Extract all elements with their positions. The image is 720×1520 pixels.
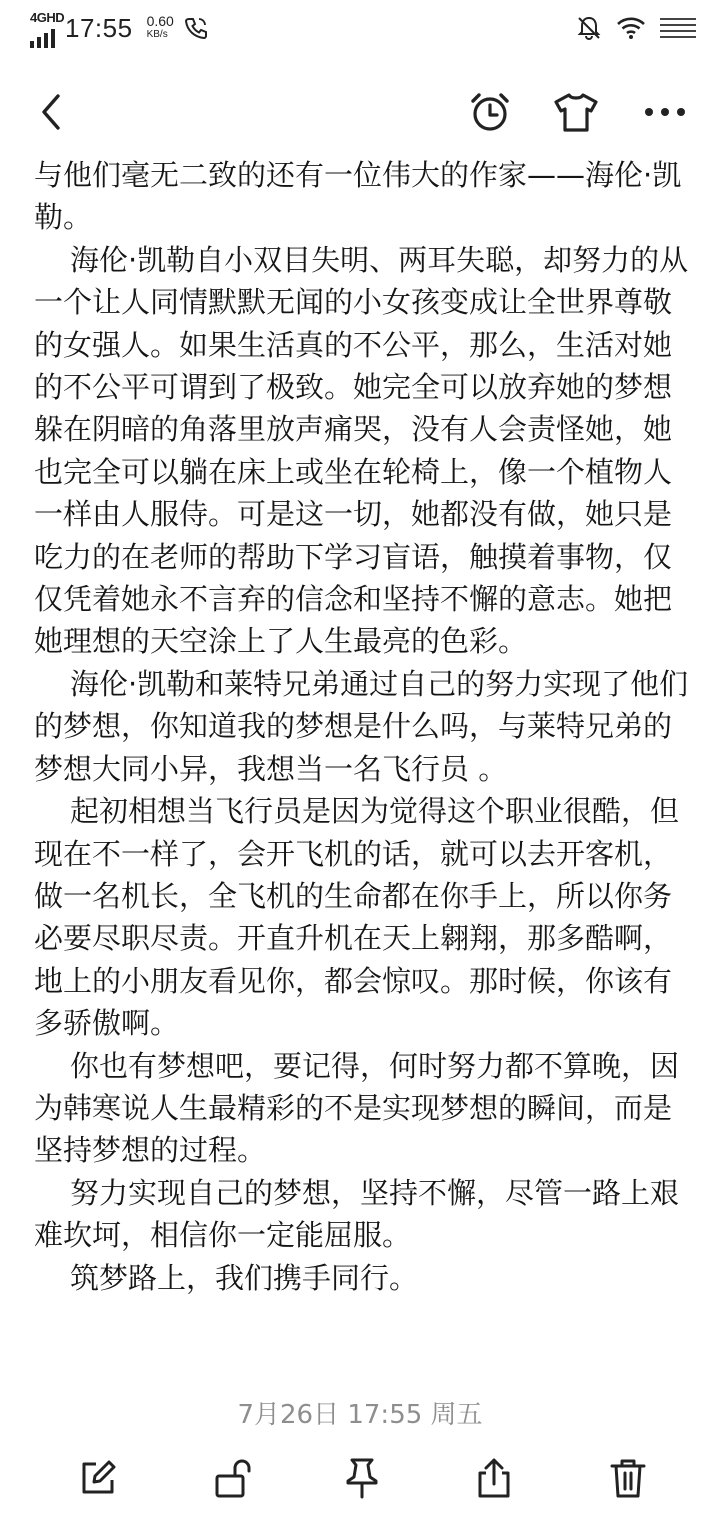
network-speed — [147, 15, 174, 41]
wifi-icon — [616, 16, 646, 40]
back-button[interactable] — [26, 76, 76, 148]
delete-button[interactable] — [598, 1450, 658, 1506]
reminder-button[interactable] — [462, 76, 518, 148]
battery-icon — [660, 18, 696, 38]
note-paragraph: 努力实现自己的梦想，坚持不懈，尽管一路上艰难坎坷，相信你一定能屈服。 — [34, 1175, 679, 1253]
speed-unit: KB/s — [146, 29, 168, 40]
alarm-clock-icon — [468, 90, 512, 134]
speed-value: 0.60 — [146, 13, 174, 29]
signal-icon — [30, 22, 55, 48]
mute-icon — [576, 15, 602, 41]
status-bar — [0, 0, 720, 56]
wifi-calling-icon — [184, 16, 208, 40]
share-button[interactable] — [464, 1450, 524, 1506]
trash-icon — [609, 1457, 647, 1499]
more-button[interactable] — [632, 76, 698, 148]
note-paragraph: 筑梦路上，我们携手同行。 — [69, 1260, 418, 1295]
edit-button[interactable] — [68, 1450, 128, 1506]
note-body[interactable] — [34, 154, 694, 1299]
tshirt-icon — [552, 90, 600, 134]
note-paragraph: 与他们毫无二致的还有一位伟大的作家——海伦·凯勒。 — [34, 158, 682, 235]
chevron-left-icon — [36, 92, 66, 132]
note-paragraph: 海伦·凯勒自小双目失明、两耳失聪，却努力的从一个让人同情默默无闻的小女孩变成让全世界尊敬的女强人。如果生活真的不公平，那么，生活对她的不公平可谓到了极致。她完全可以放弃她的梦想躲在阴暗的角落里放声痛哭，没有人会责怪她，她也完全可以躺在床上或坐在轮椅上，像一个植物人一样由人服侍。可是这一切，她都没有做，她只是吃力的在老师的帮助下学习盲语，触摸着事物，仅仅凭着她永不言弃的信念和坚持不懈的意志。她把她理想的天空涂上了人生最亮的色彩。 — [34, 242, 689, 659]
pin-icon — [344, 1457, 380, 1499]
pin-button[interactable] — [332, 1450, 392, 1506]
note-paragraph: 海伦·凯勒和莱特兄弟通过自己的努力实现了他们的梦想，你知道我的梦想是什么吗，与莱特兄弟的梦想大同小异，我想当一名飞行员 。 — [34, 666, 689, 786]
note-toolbar — [0, 76, 720, 148]
note-paragraph: 起初相想当飞行员是因为觉得这个职业很酷，但现在不一样了，会开飞机的话，就可以去开客机，做一名机长，全飞机的生命都在你手上，所以你务必要尽职尽责。开直升机在天上翱翔，那多酷啊，地上的小朋友看见你，都会惊叹。那时候，你该有多骄傲啊。 — [34, 794, 679, 1041]
lock-button[interactable] — [202, 1450, 262, 1506]
unlock-icon — [212, 1457, 252, 1499]
more-horizontal-icon — [643, 106, 687, 118]
network-type: 4GHD — [30, 10, 65, 25]
status-time: 17:55 — [65, 12, 133, 43]
bottom-action-bar — [0, 1444, 720, 1512]
note-timestamp: 7月26日 17:55 周五 — [237, 1400, 483, 1430]
theme-button[interactable] — [548, 76, 604, 148]
share-icon — [476, 1457, 512, 1499]
note-paragraph: 你也有梦想吧，要记得，何时努力都不算晚，因为韩寒说人生最精彩的不是实现梦想的瞬间，而是坚持梦想的过程。 — [34, 1048, 679, 1168]
edit-icon — [78, 1458, 118, 1498]
